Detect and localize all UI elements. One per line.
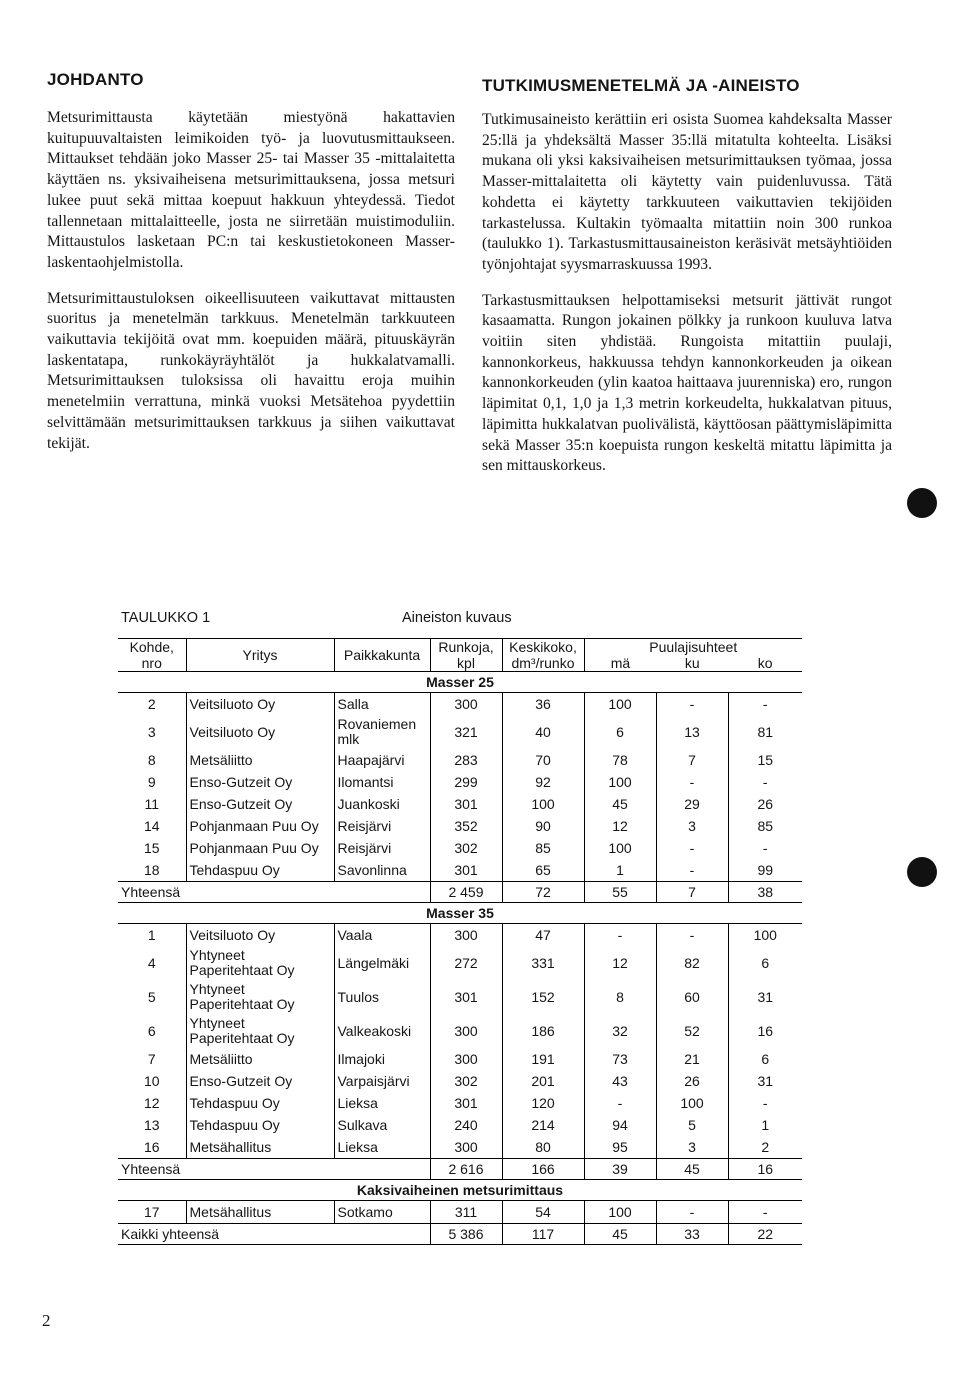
- cell-ku: 29: [656, 793, 728, 815]
- total-value: 72: [502, 882, 584, 903]
- total-label: Yhteensä: [118, 1159, 430, 1180]
- table-row: [118, 815, 802, 837]
- cell-yritys: Enso-Gutzeit Oy: [186, 771, 334, 793]
- cell-paikkakunta: Tuulos: [334, 980, 430, 1014]
- cell-kohde: 16: [143, 1139, 160, 1155]
- cell-keskikoko: 201: [502, 1070, 584, 1092]
- cell-runkoja: 301: [430, 859, 502, 882]
- cell-keskikoko: 65: [502, 859, 584, 882]
- cell-keskikoko: 80: [502, 1136, 584, 1159]
- header-keskikoko: Keskikoko, dm³/runko: [502, 639, 584, 672]
- cell-keskikoko: 92: [502, 771, 584, 793]
- cell-yritys: Metsähallitus: [186, 1136, 334, 1159]
- cell-ma: -: [584, 1092, 656, 1114]
- cell-paikkakunta: Savonlinna: [334, 859, 430, 882]
- total-value: 2 459: [430, 882, 502, 903]
- cell-ma: 8: [584, 980, 656, 1014]
- cell-ku: 26: [656, 1070, 728, 1092]
- table-section-row: [118, 1180, 802, 1201]
- cell-ma: 100: [584, 837, 656, 859]
- cell-ko: -: [728, 693, 802, 716]
- table-row: [118, 859, 802, 882]
- total-value: 38: [728, 882, 802, 903]
- paragraph: Tutkimusaineisto kerättiin eri osista Suomea kahdeksalta Masser 25:llä ja yhdeksältä Masser 35:llä mitatulta kohteelta. Lisäksi mukana oli yksi kaksivaiheisen metsurimittauksen työmaa, jossa Masser-mittalaitetta oli käytetty vain puidenluvussa. Tätä kohdetta ei käytetty tarkkuuteen vaikuttavien tekijöiden tarkastelussa. Kultakin työmaalta mitattiin noin 300 runkoa (taulukko 1). Tarkastusmittausaineiston keräsivät metsäyhtiöiden työnjohtajat syysmarraskuussa 1993.: [482, 111, 892, 273]
- cell-paikkakunta: Vaala: [334, 924, 430, 947]
- cell-ko: 31: [728, 980, 802, 1014]
- cell-runkoja: 301: [430, 980, 502, 1014]
- cell-yritys: Metsäliitto: [186, 749, 334, 771]
- cell-keskikoko: 36: [502, 693, 584, 716]
- cell-yritys: Metsähallitus: [186, 1201, 334, 1224]
- table-total-row: [118, 1159, 802, 1180]
- total-value: 45: [656, 1159, 728, 1180]
- cell-yritys: Pohjanmaan Puu Oy: [186, 837, 334, 859]
- table-section-row: [118, 903, 802, 924]
- cell-paikkakunta: Juankoski: [334, 793, 430, 815]
- total-value: 39: [584, 1159, 656, 1180]
- section-title: Masser 35: [118, 903, 802, 924]
- cell-keskikoko: 152: [502, 980, 584, 1014]
- grand-total-value: 5 386: [430, 1224, 502, 1245]
- total-value: 166: [502, 1159, 584, 1180]
- total-value: 7: [656, 882, 728, 903]
- cell-ku: -: [656, 859, 728, 882]
- table-row: [118, 715, 802, 749]
- cell-kohde: 8: [147, 752, 156, 768]
- cell-yritys: Yhtyneet Paperitehtaat Oy: [186, 946, 334, 980]
- table-row: [118, 1136, 802, 1159]
- cell-yritys: Pohjanmaan Puu Oy: [186, 815, 334, 837]
- cell-runkoja: 300: [430, 1048, 502, 1070]
- cell-kohde: 13: [143, 1117, 160, 1133]
- cell-keskikoko: 120: [502, 1092, 584, 1114]
- total-value: 16: [728, 1159, 802, 1180]
- cell-ku: -: [656, 693, 728, 716]
- cell-ku: -: [656, 837, 728, 859]
- cell-yritys: Enso-Gutzeit Oy: [186, 1070, 334, 1092]
- cell-kohde: 5: [147, 988, 156, 1005]
- cell-keskikoko: 331: [502, 946, 584, 980]
- cell-yritys: Veitsiluoto Oy: [186, 924, 334, 947]
- table-row: [118, 793, 802, 815]
- cell-ku: -: [656, 771, 728, 793]
- cell-ma: 100: [584, 1201, 656, 1224]
- cell-keskikoko: 186: [502, 1014, 584, 1048]
- table-row: [118, 837, 802, 859]
- cell-paikkakunta: Ilmajoki: [334, 1048, 430, 1070]
- section-title: Kaksivaiheinen metsurimittaus: [118, 1180, 802, 1201]
- cell-ku: -: [656, 1201, 728, 1224]
- cell-ko: 31: [728, 1070, 802, 1092]
- cell-ku: 52: [656, 1014, 728, 1048]
- table-row: [118, 946, 802, 980]
- cell-ma: 45: [584, 793, 656, 815]
- header-paikkakunta: Paikkakunta: [334, 639, 430, 672]
- cell-paikkakunta: Haapajärvi: [334, 749, 430, 771]
- cell-keskikoko: 214: [502, 1114, 584, 1136]
- table-label: TAULUKKO 1: [121, 610, 211, 626]
- cell-ku: 82: [656, 946, 728, 980]
- cell-ku: 13: [656, 715, 728, 749]
- cell-ma: 78: [584, 749, 656, 771]
- cell-yritys: Yhtyneet Paperitehtaat Oy: [186, 980, 334, 1014]
- cell-paikkakunta: Salla: [334, 693, 430, 716]
- header-yritys: Yritys: [186, 639, 334, 672]
- cell-keskikoko: 40: [502, 715, 584, 749]
- cell-paikkakunta: Rovaniemen mlk: [334, 715, 430, 749]
- header-puulajisuhteet: Puulajisuhteet mä ku ko: [584, 639, 802, 672]
- cell-keskikoko: 70: [502, 749, 584, 771]
- cell-runkoja: 300: [430, 924, 502, 947]
- cell-yritys: Tehdaspuu Oy: [186, 1114, 334, 1136]
- cell-keskikoko: 85: [502, 837, 584, 859]
- cell-kohde: 4: [147, 954, 156, 971]
- cell-ma: 6: [584, 715, 656, 749]
- cell-paikkakunta: Sotkamo: [334, 1201, 430, 1224]
- cell-paikkakunta: Reisjärvi: [334, 815, 430, 837]
- cell-yritys: Tehdaspuu Oy: [186, 1092, 334, 1114]
- cell-runkoja: 283: [430, 749, 502, 771]
- cell-ku: -: [656, 924, 728, 947]
- total-value: 55: [584, 882, 656, 903]
- cell-ku: 60: [656, 980, 728, 1014]
- cell-paikkakunta: Lieksa: [334, 1136, 430, 1159]
- cell-ko: -: [728, 837, 802, 859]
- total-label: Yhteensä: [118, 882, 430, 903]
- cell-ma: 100: [584, 771, 656, 793]
- binder-hole-dot: [907, 488, 937, 518]
- cell-ko: 26: [728, 793, 802, 815]
- cell-runkoja: 321: [430, 715, 502, 749]
- table-section-row: [118, 672, 802, 693]
- cell-ko: 2: [728, 1136, 802, 1159]
- cell-ko: 100: [728, 924, 802, 947]
- cell-paikkakunta: Längelmäki: [334, 946, 430, 980]
- cell-runkoja: 300: [430, 693, 502, 716]
- cell-paikkakunta: Valkeakoski: [334, 1014, 430, 1048]
- table-row: [118, 749, 802, 771]
- cell-kohde: 11: [144, 796, 160, 812]
- cell-paikkakunta: Reisjärvi: [334, 837, 430, 859]
- cell-runkoja: 272: [430, 946, 502, 980]
- cell-runkoja: 301: [430, 1092, 502, 1114]
- table-row: [118, 924, 802, 947]
- cell-paikkakunta: Sulkava: [334, 1114, 430, 1136]
- grand-total-value: 45: [584, 1224, 656, 1245]
- header-kohde: Kohde, nro: [118, 639, 186, 672]
- cell-runkoja: 301: [430, 793, 502, 815]
- cell-runkoja: 311: [430, 1201, 502, 1224]
- cell-paikkakunta: Varpaisjärvi: [334, 1070, 430, 1092]
- cell-ku: 3: [656, 1136, 728, 1159]
- cell-ku: 100: [656, 1092, 728, 1114]
- cell-kohde: 14: [143, 818, 160, 834]
- cell-ma: -: [584, 924, 656, 947]
- left-column: [47, 70, 455, 469]
- header-runkoja: Runkoja, kpl: [430, 639, 502, 672]
- grand-total-value: 22: [728, 1224, 802, 1245]
- cell-kohde: 18: [143, 862, 160, 878]
- cell-kohde: 1: [147, 927, 156, 943]
- binder-hole-dot: [907, 857, 937, 887]
- cell-ko: 99: [728, 859, 802, 882]
- cell-runkoja: 300: [430, 1014, 502, 1048]
- grand-total-value: 33: [656, 1224, 728, 1245]
- cell-keskikoko: 90: [502, 815, 584, 837]
- table-row: [118, 980, 802, 1014]
- cell-yritys: Veitsiluoto Oy: [186, 715, 334, 749]
- cell-runkoja: 352: [430, 815, 502, 837]
- section-heading-johdanto: JOHDANTO: [47, 70, 144, 89]
- cell-ku: 21: [656, 1048, 728, 1070]
- table-row: [118, 771, 802, 793]
- cell-paikkakunta: Ilomantsi: [334, 771, 430, 793]
- cell-yritys: Veitsiluoto Oy: [186, 693, 334, 716]
- table-row: [118, 1070, 802, 1092]
- cell-kohde: 15: [143, 840, 160, 856]
- cell-keskikoko: 100: [502, 793, 584, 815]
- table-row: [118, 1014, 802, 1048]
- cell-runkoja: 299: [430, 771, 502, 793]
- cell-kohde: 2: [147, 696, 156, 712]
- cell-ma: 12: [584, 946, 656, 980]
- cell-ko: 15: [728, 749, 802, 771]
- grand-total-label: Kaikki yhteensä: [118, 1224, 430, 1245]
- cell-yritys: Tehdaspuu Oy: [186, 859, 334, 882]
- grand-total-row: [118, 1224, 802, 1245]
- table-body: [118, 672, 802, 1245]
- cell-ma: 95: [584, 1136, 656, 1159]
- cell-ma: 94: [584, 1114, 656, 1136]
- table-row: [118, 1201, 802, 1224]
- table-row: [118, 1048, 802, 1070]
- grand-total-value: 117: [502, 1224, 584, 1245]
- cell-ko: 1: [728, 1114, 802, 1136]
- paragraph: Metsurimittaustuloksen oikeellisuuteen vaikuttavat mittausten suoritus ja menetelmän tarkkuus. Menetelmän tarkkuuteen vaikuttavia tekijöitä ovat mm. koepuiden määrä, pituuskäyrän laskentatapa, runkokäyräyhtälöt ja hukkalatvamalli. Metsurimittauksen tuloksissa oli havaittu eroja muihin menetelmiin verrattuna, minkä vuoksi Metsätehoa pyydettiin selvittämään metsurimittauksen tarkkuus ja siihen vaikuttavat tekijät.: [47, 289, 455, 452]
- table-row: [118, 1114, 802, 1136]
- cell-keskikoko: 191: [502, 1048, 584, 1070]
- cell-runkoja: 300: [430, 1136, 502, 1159]
- cell-ko: 85: [728, 815, 802, 837]
- cell-paikkakunta: Lieksa: [334, 1092, 430, 1114]
- cell-ma: 12: [584, 815, 656, 837]
- cell-kohde: 3: [147, 723, 156, 740]
- section-heading-menetelma: TUTKIMUSMENETELMÄ JA -AINEISTO: [482, 76, 800, 95]
- cell-yritys: Metsäliitto: [186, 1048, 334, 1070]
- cell-runkoja: 302: [430, 1070, 502, 1092]
- cell-ma: 43: [584, 1070, 656, 1092]
- cell-ko: 6: [728, 1048, 802, 1070]
- cell-ma: 100: [584, 693, 656, 716]
- table-row: [118, 1092, 802, 1114]
- cell-kohde: 7: [147, 1051, 156, 1067]
- cell-kohde: 9: [147, 774, 156, 790]
- cell-ko: 6: [728, 946, 802, 980]
- total-value: 2 616: [430, 1159, 502, 1180]
- paragraph: Metsurimittausta käytetään miestyönä hakattavien kuitupuuvaltaisten leimikoiden työ- ja luovutusmittaukseen. Mittaukset tehdään joko Masser 25- tai Masser 35 -mittalaitetta käyttäen ns. yksivaiheisena metsurimittauksena, jossa metsuri lukee puut sekä mittaa koepuut hakkuun yhteydessä. Tiedot tallennetaan mittalaitteelle, josta ne siirretään muistimoduliin. Mittaustulos lasketaan PC:n tai keskustietokoneen Masser-laskentaohjelmistolla.: [47, 109, 455, 271]
- cell-yritys: Enso-Gutzeit Oy: [186, 793, 334, 815]
- paragraph: Tarkastusmittauksen helpottamiseksi metsurit jättivät rungot kasaamatta. Rungon jokainen pölkky ja runkoon kuuluva latva voitiin siten yhdistää. Rungoista mitattiin puulaji, kannonkorkeus, hakkuussa tehdyn kannonkorkeuden ja oikean kannonkorkeuden (ylin kaatoa haittaava juurenniska) ero, rungon läpimitat 0,1, 1,0 ja 1,3 metrin korkeudelta, hukkalatvan pituus, läpimitta hukkalatvan puolivälistä, käyttöosan päättymisläpimitta sekä Masser 35:n koepuista rungon keskeltä mitattu läpimitta ja sen mittauskorkeus.: [482, 291, 892, 475]
- cell-ko: 16: [728, 1014, 802, 1048]
- table-title: Aineiston kuvaus: [402, 610, 512, 626]
- cell-ko: 81: [728, 715, 802, 749]
- cell-ku: 5: [656, 1114, 728, 1136]
- cell-yritys: Yhtyneet Paperitehtaat Oy: [186, 1014, 334, 1048]
- page-number: 2: [42, 1311, 51, 1330]
- cell-ma: 32: [584, 1014, 656, 1048]
- cell-kohde: 17: [143, 1204, 160, 1220]
- cell-kohde: 6: [147, 1022, 156, 1039]
- cell-kohde: 12: [143, 1095, 160, 1111]
- cell-ko: -: [728, 771, 802, 793]
- cell-ku: 3: [656, 815, 728, 837]
- cell-runkoja: 240: [430, 1114, 502, 1136]
- cell-ku: 7: [656, 749, 728, 771]
- data-table: [118, 638, 802, 1245]
- cell-ko: -: [728, 1201, 802, 1224]
- cell-ma: 1: [584, 859, 656, 882]
- cell-kohde: 10: [143, 1073, 160, 1089]
- table-header-row: [118, 639, 802, 672]
- cell-keskikoko: 54: [502, 1201, 584, 1224]
- cell-ko: -: [728, 1092, 802, 1114]
- cell-keskikoko: 47: [502, 924, 584, 947]
- table-total-row: [118, 882, 802, 903]
- right-column: [482, 70, 892, 492]
- table-row: [118, 693, 802, 716]
- cell-ma: 73: [584, 1048, 656, 1070]
- cell-runkoja: 302: [430, 837, 502, 859]
- section-title: Masser 25: [118, 672, 802, 693]
